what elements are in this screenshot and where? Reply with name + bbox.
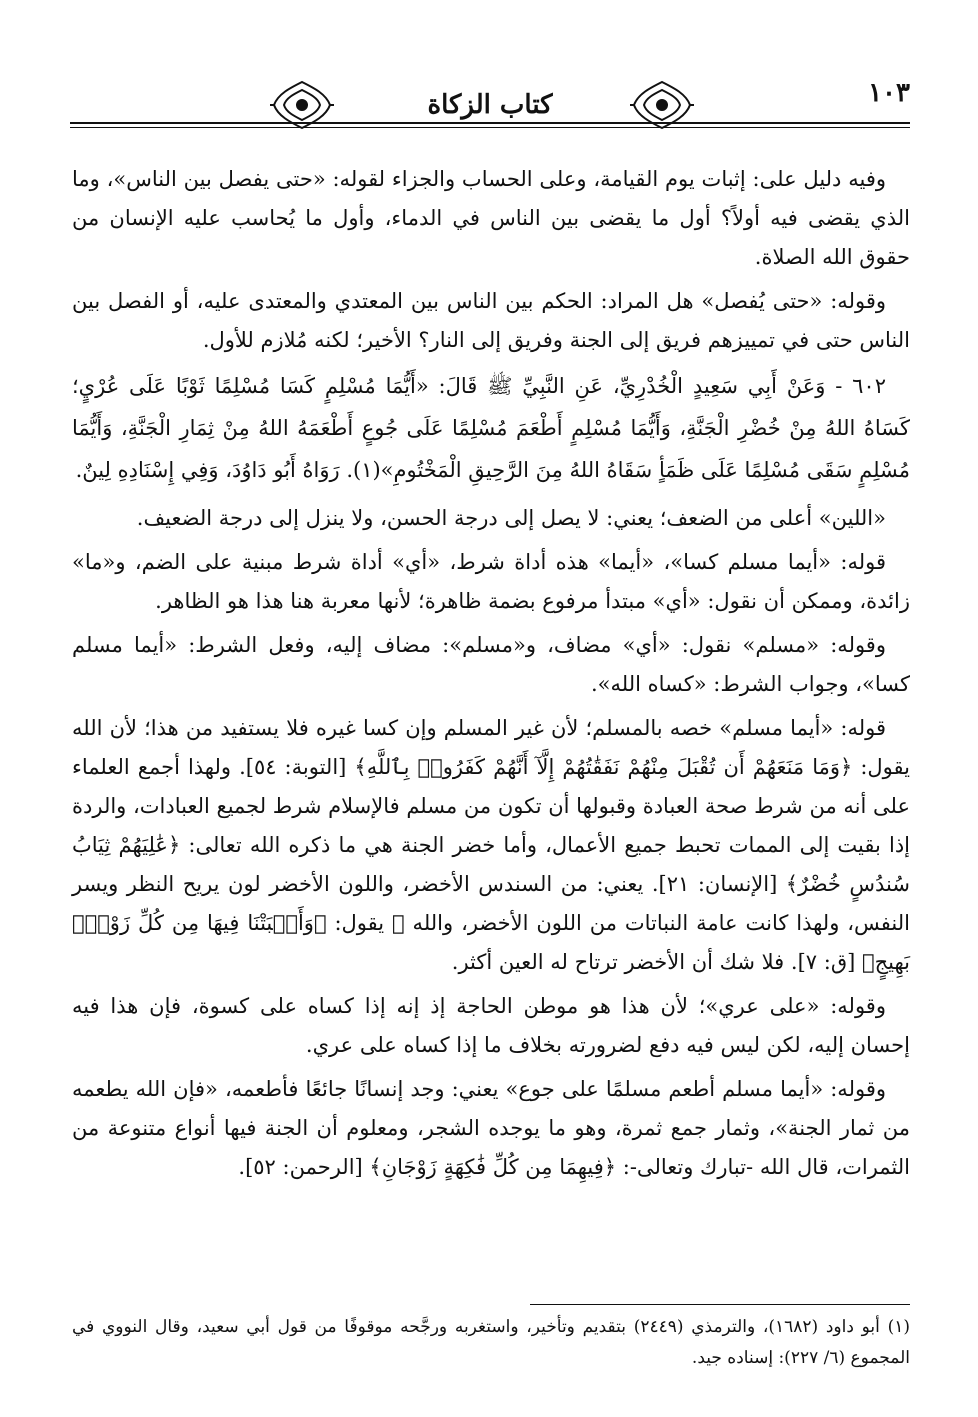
paragraph: قوله: «أيما مسلم» خصه بالمسلم؛ لأن غير المسلم وإن كسا غيره فلا يستفيد من هذا؛ لأن الله يقول: ﴿وَمَا مَنَعَهُمْ أَن تُقْبَلَ مِنْهُمْ نَفَقَٰتُهُمْ إِلَّآ أَنَّهُمْ كَفَرُوا۟ بِٱللَّهِ﴾ [التوبة: ٥٤]. ولهذا أجمع العلماء على أنه من شرط صحة العبادة وقبولها أن تكون من مسلم فالإسلام شرط لجميع العبادات، والردة إذا بقيت إلى الممات تحبط جميع الأعمال، وأما خضر الجنة هي ما ذكره الله تعالى: ﴿عَٰلِيَهُمْ ثِيَابُ سُندُسٍ خُضْرٌ﴾ [الإنسان: ٢١]. يعني: من السندس الأخضر، واللون الأخضر لون يريح النظر ويسر النفس، ولهذا كانت عامة النباتات من اللون الأخضر، والله ﷻ يقول: ﴿وَأَنۢبَتْنَا فِيهَا مِن كُلِّ زَوْجٍۭ بَهِيجٍ﴾ [ق: ٧]. فلا شك أن الأخضر ترتاح له العين أكثر. — [72, 716, 911, 974]
paragraph: وفيه دليل على: إثبات يوم القيامة، وعلى الحساب والجزاء لقوله: «حتى يفصل بين الناس»، وما الذي يقضى فيه أولاً؟ أول ما يقضى بين الناس في الدماء، وأول ما يُحاسب عليه الإنسان من حقوق الله الصلاة. — [72, 167, 910, 269]
paragraph: وقوله: «حتى يُفصل» هل المراد: الحكم بين الناس بين المعتدي والمعتدى عليه، أو الفصل بين الناس حتى في تمييزهم فريق إلى الجنة وفريق إلى النار؟ الأخير؛ لكنه مُلازم للأول. — [72, 289, 910, 352]
paragraph: «اللين» أعلى من الضعف؛ يعني: لا يصل إلى درجة الحسن، ولا ينزل إلى درجة الضعيف. — [136, 506, 886, 530]
footnote-rule — [530, 1304, 910, 1305]
paragraph: وقوله: «أيما مسلم أطعم مسلمًا على جوع» يعني: وجد إنسانًا جائعًا فأطعمه، «فإن الله يطعمه من ثمار الجنة»، وثمار جمع ثمرة، وهو ما يوجده الشجر، ومعلوم أن الجنة فيها أنواع متنوعة من الثمرات، قال الله -تبارك وتعالى-: ﴿فِيهِمَا مِن كُلِّ فَٰكِهَةٍ زَوْجَانِ﴾ [الرحمن: ٥٢]. — [72, 1077, 910, 1179]
page-number: ١٠٣ — [868, 78, 910, 108]
hadith-text: ٦٠٢ - وَعَنْ أَبِي سَعِيدٍ الْخُدْرِيِّ، عَنِ النَّبِيِّ ﷺ قَالَ: «أَيُّمَا مُسْلِمٍ كَسَا مُسْلِمًا ثَوْبًا عَلَى عُرْيٍ؛ كَسَاهُ اللهُ مِنْ خُضْرِ الْجَنَّةِ، وَأَيُّمَا مُسْلِمٍ أَطْعَمَ مُسْلِمًا عَلَى جُوعٍ أَطْعَمَهُ اللهُ مِنْ ثِمَارِ الْجَنَّةِ، وَأَيُّمَا مُسْلِمٍ سَقَى مُسْلِمًا عَلَى ظَمَأٍ سَقَاهُ اللهُ مِنَ الرَّحِيقِ الْمَخْتُومِ»(١). رَوَاهُ أَبُو دَاوُدَ، وَفِي إِسْنَادِهِ لِينٌ. — [72, 374, 910, 482]
main-text — [72, 160, 910, 1192]
paragraph: وقوله: «على عري»؛ لأن هذا هو موطن الحاجة إذ إنه إذا كساه على كسوة، فإن هذا فيه إحسان إليه، لكن ليس فيه دفع لضرورته بخلاف ما إذا كساه على عري. — [72, 994, 910, 1057]
header-rule — [70, 122, 910, 124]
book-title: كتاب الزكاة — [427, 90, 553, 120]
running-header — [70, 74, 910, 144]
paragraph: قوله: «أيما مسلم كسا»، «أيما» هذه أداة شرط، «أي» أداة شرط مبنية على الضم، و«ما» زائدة، وممكن أن نقول: «أي» مبتدأ مرفوع بضمة ظاهرة؛ لأنها معربة هنا هذا هو الظاهر. — [72, 550, 910, 613]
paragraph: وقوله: «مسلم» نقول: «أي» مضاف، و«مسلم»: مضاف إليه، وفعل الشرط: «أيما مسلم كسا»، وجواب الشرط: «كساه الله». — [72, 633, 910, 696]
header-rule-thin — [70, 127, 910, 128]
footnote: (١) أبو داود (١٦٨٢)، والترمذي (٢٤٤٩) بتقديم وتأخير، واستغربه ورجَّحه موقوفًا من قول أبي سعيد، وقال النووي في المجموع (٦/ ٢٢٧): إسناده جيد. — [72, 1317, 910, 1368]
